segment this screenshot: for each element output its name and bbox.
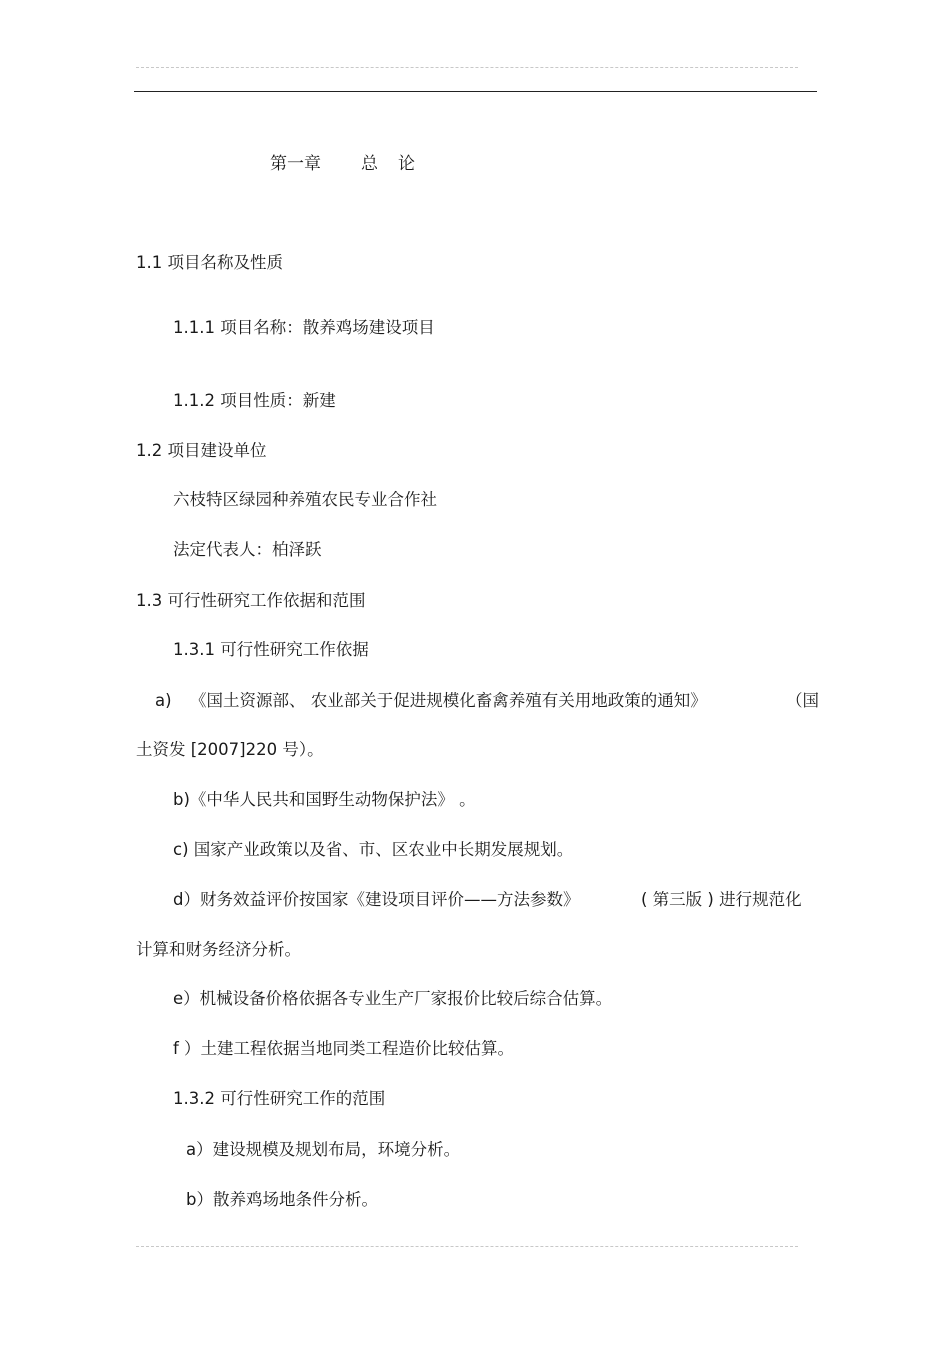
header-dashed-line — [136, 67, 798, 68]
scope-item-a: a）建设规模及规划布局，环境分析。 — [186, 1140, 461, 1159]
legal-representative: 法定代表人：柏泽跃 — [173, 540, 322, 559]
subsection-1-1-1: 1.1.1 项目名称：散养鸡场建设项目 — [173, 318, 435, 337]
list-item-a-text: 《国土资源部、 农业部关于促进规模化畜禽养殖有关用地政策的通知》 — [190, 691, 707, 710]
section-heading-1-1: 1.1 项目名称及性质 — [136, 253, 283, 272]
organization-name: 六枝特区绿园种养殖农民专业合作社 — [173, 490, 437, 509]
chapter-number: 第一章 — [270, 154, 321, 174]
list-item-d-continuation: 计算和财务经济分析。 — [136, 940, 301, 959]
list-item-a-continuation: 土资发 [2007]220 号）。 — [136, 740, 324, 759]
list-item-d: d）财务效益评价按国家《建设项目评价——方法参数》 — [173, 890, 580, 909]
list-item-c: c) 国家产业政策以及省、市、区农业中长期发展规划。 — [173, 840, 574, 859]
list-item-d-edition: ( 第三版 ) 进行规范化 — [641, 890, 802, 909]
header-rule — [134, 91, 817, 92]
list-item-e: e）机械设备价格依据各专业生产厂家报价比较后综合估算。 — [173, 989, 613, 1008]
section-heading-1-3: 1.3 可行性研究工作依据和范围 — [136, 591, 366, 610]
list-item-a-tail: （国 — [786, 691, 819, 710]
subsection-1-3-2: 1.3.2 可行性研究工作的范围 — [173, 1089, 386, 1108]
chapter-title-part-1: 总 — [361, 154, 378, 174]
section-heading-1-2: 1.2 项目建设单位 — [136, 441, 267, 460]
chapter-heading — [270, 154, 415, 174]
list-item-b: b)《中华人民共和国野生动物保护法》 。 — [173, 790, 476, 809]
scope-item-b: b）散养鸡场地条件分析。 — [186, 1190, 378, 1209]
subsection-1-1-2: 1.1.2 项目性质：新建 — [173, 391, 336, 410]
list-item-a-marker: a) — [155, 691, 172, 710]
chapter-title-part-2: 论 — [398, 154, 415, 174]
list-item-f: f ）土建工程依据当地同类工程造价比较估算。 — [173, 1039, 515, 1058]
footer-dashed-line — [136, 1246, 798, 1247]
subsection-1-3-1: 1.3.1 可行性研究工作依据 — [173, 640, 369, 659]
